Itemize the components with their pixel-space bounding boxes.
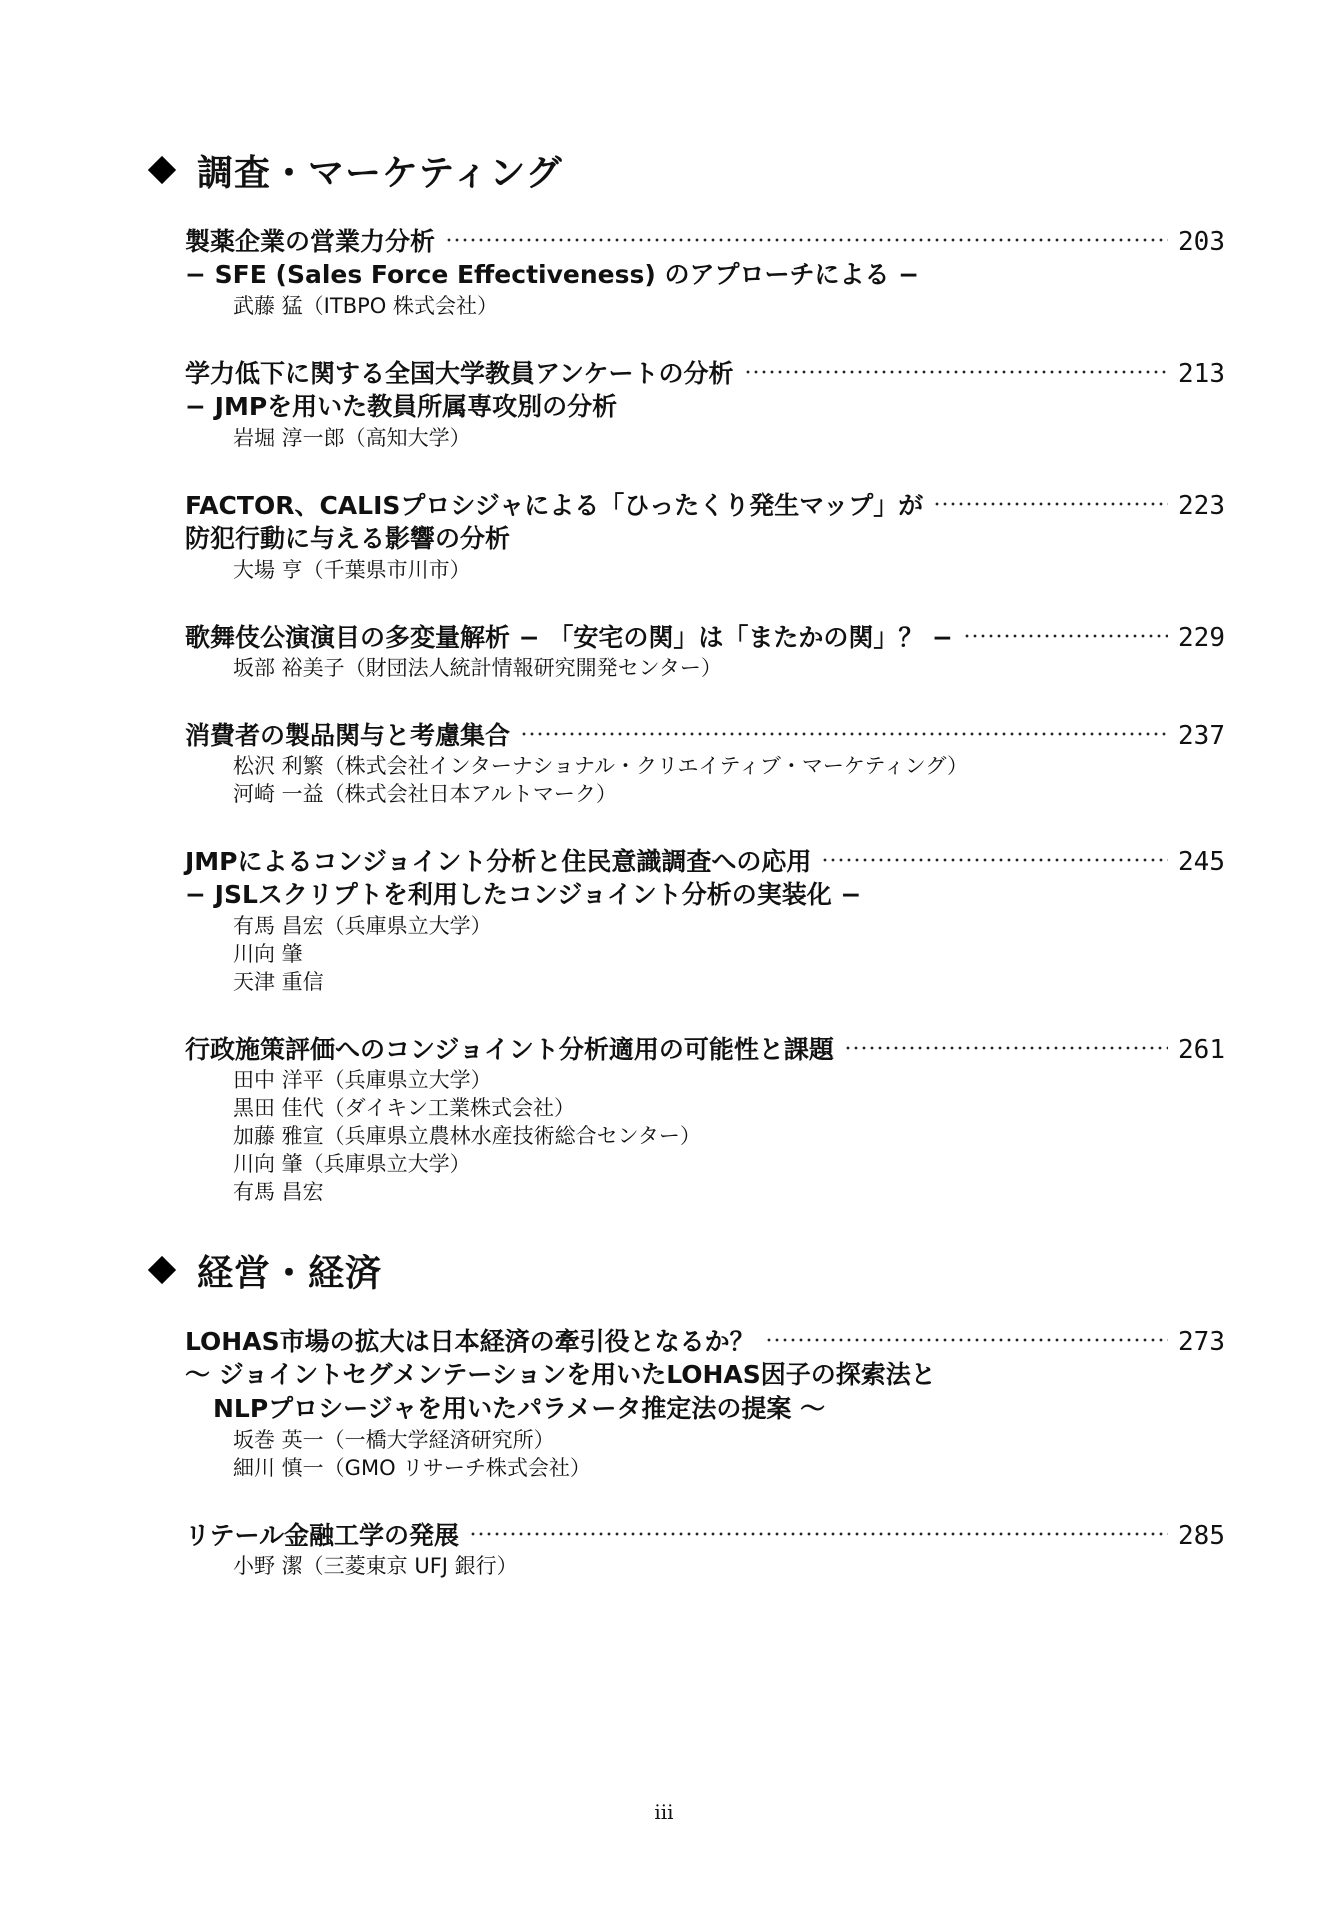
entry-subtitle: − JMPを用いた教員所属専攻別の分析 xyxy=(185,392,618,421)
dot-leader xyxy=(844,1046,1168,1050)
entry-title[interactable]: 行政施策評価へのコンジョイント分析適用の可能性と課題 xyxy=(185,1035,834,1064)
entry-author: 有馬 昌宏 xyxy=(233,1180,324,1204)
toc-entry[interactable] xyxy=(185,222,1225,320)
entry-subtitle: − JSLスクリプトを利用したコンジョイント分析の実装化 − xyxy=(185,880,862,909)
entry-author: 岩堀 淳一郎（高知大学） xyxy=(233,426,471,450)
entry-author: 坂部 裕美子（財団法人統計情報研究開発センター） xyxy=(233,656,722,680)
entry-title[interactable]: LOHAS市場の拡大は日本経済の牽引役となるか？ xyxy=(185,1327,755,1356)
entry-title[interactable]: 歌舞伎公演演目の多変量解析 − 「安宅の関」は「またかの関」？ − xyxy=(185,623,954,652)
section-marketing xyxy=(145,140,1225,1206)
entry-author: 有馬 昌宏（兵庫県立大学） xyxy=(233,914,492,938)
page-number[interactable]: 273 xyxy=(1178,1327,1225,1357)
toc-entry[interactable] xyxy=(185,618,1225,682)
entry-author: 細川 慎一（GMO リサーチ株式会社） xyxy=(233,1456,591,1480)
entry-subtitle: ～ ジョイントセグメンテーションを用いたLOHAS因子の探索法と xyxy=(185,1360,936,1389)
entry-author: 天津 重信 xyxy=(233,970,324,994)
toc-entry[interactable] xyxy=(185,1516,1225,1580)
entry-author: 武藤 猛（ITBPO 株式会社） xyxy=(233,294,498,318)
page-number[interactable]: 261 xyxy=(1178,1035,1225,1065)
diamond-bullet-icon xyxy=(149,1257,175,1283)
page-number[interactable]: 237 xyxy=(1178,721,1225,751)
entry-title[interactable]: 消費者の製品関与と考慮集合 xyxy=(185,721,511,750)
page-number[interactable]: 285 xyxy=(1178,1521,1225,1551)
section-title: 経営・経済 xyxy=(197,1252,383,1294)
toc-entry[interactable] xyxy=(185,354,1225,452)
entry-subtitle: NLPプロシージャを用いたパラメータ推定法の提案 ～ xyxy=(213,1394,826,1423)
dot-leader xyxy=(933,502,1168,506)
toc-entry[interactable] xyxy=(185,716,1225,808)
dot-leader xyxy=(744,370,1169,374)
page-folio: iii xyxy=(654,1800,674,1824)
dot-leader xyxy=(765,1338,1168,1342)
dot-leader xyxy=(963,634,1168,638)
dot-leader xyxy=(469,1532,1168,1536)
entry-subtitle: − SFE (Sales Force Effectiveness) のアプローチによる − xyxy=(185,260,920,289)
diamond-bullet-icon xyxy=(149,157,175,183)
entry-author: 大場 亨（千葉県市川市） xyxy=(233,558,471,582)
page-number[interactable]: 203 xyxy=(1178,227,1225,257)
entry-author: 小野 潔（三菱東京 UFJ 銀行） xyxy=(233,1554,518,1578)
entry-author: 黒田 佳代（ダイキン工業株式会社） xyxy=(233,1096,576,1120)
dot-leader xyxy=(445,238,1168,242)
entry-author: 川向 肇（兵庫県立大学） xyxy=(233,1152,471,1176)
entry-author: 加藤 雅宣（兵庫県立農林水産技術総合センター） xyxy=(233,1124,701,1148)
page-number[interactable]: 245 xyxy=(1178,847,1225,877)
entry-title[interactable]: リテール金融工学の発展 xyxy=(185,1521,460,1550)
section-heading xyxy=(145,140,1225,200)
toc-entry[interactable] xyxy=(185,1030,1225,1206)
entry-title[interactable]: JMPによるコンジョイント分析と住民意識調査への応用 xyxy=(185,847,812,876)
section-heading xyxy=(145,1240,1225,1300)
entry-author: 松沢 利繁（株式会社インターナショナル・クリエイティブ・マーケティング） xyxy=(233,754,968,778)
entry-title[interactable]: 製薬企業の営業力分析 xyxy=(185,227,436,256)
section-title: 調査・マーケティング xyxy=(197,152,563,194)
section-management-economics xyxy=(145,1240,1225,1580)
entry-subtitle: 防犯行動に与える影響の分析 xyxy=(185,524,511,553)
entry-title[interactable]: 学力低下に関する全国大学教員アンケートの分析 xyxy=(185,359,734,388)
toc-entry[interactable] xyxy=(185,1322,1225,1482)
entry-title[interactable]: FACTOR、CALISプロシジャによる「ひったくり発生マップ」が xyxy=(185,491,924,520)
dot-leader xyxy=(821,858,1168,862)
entry-author: 川向 肇 xyxy=(233,942,303,966)
entry-author: 坂巻 英一（一橋大学経済研究所） xyxy=(233,1428,555,1452)
toc-entry[interactable] xyxy=(185,842,1225,996)
page-number[interactable]: 213 xyxy=(1178,359,1225,389)
toc-entry[interactable] xyxy=(185,486,1225,584)
entry-author: 田中 洋平（兵庫県立大学） xyxy=(233,1068,492,1092)
page-number[interactable]: 223 xyxy=(1178,491,1225,521)
page-number[interactable]: 229 xyxy=(1178,623,1225,653)
entry-author: 河崎 一益（株式会社日本アルトマーク） xyxy=(233,782,617,806)
dot-leader xyxy=(520,732,1168,736)
